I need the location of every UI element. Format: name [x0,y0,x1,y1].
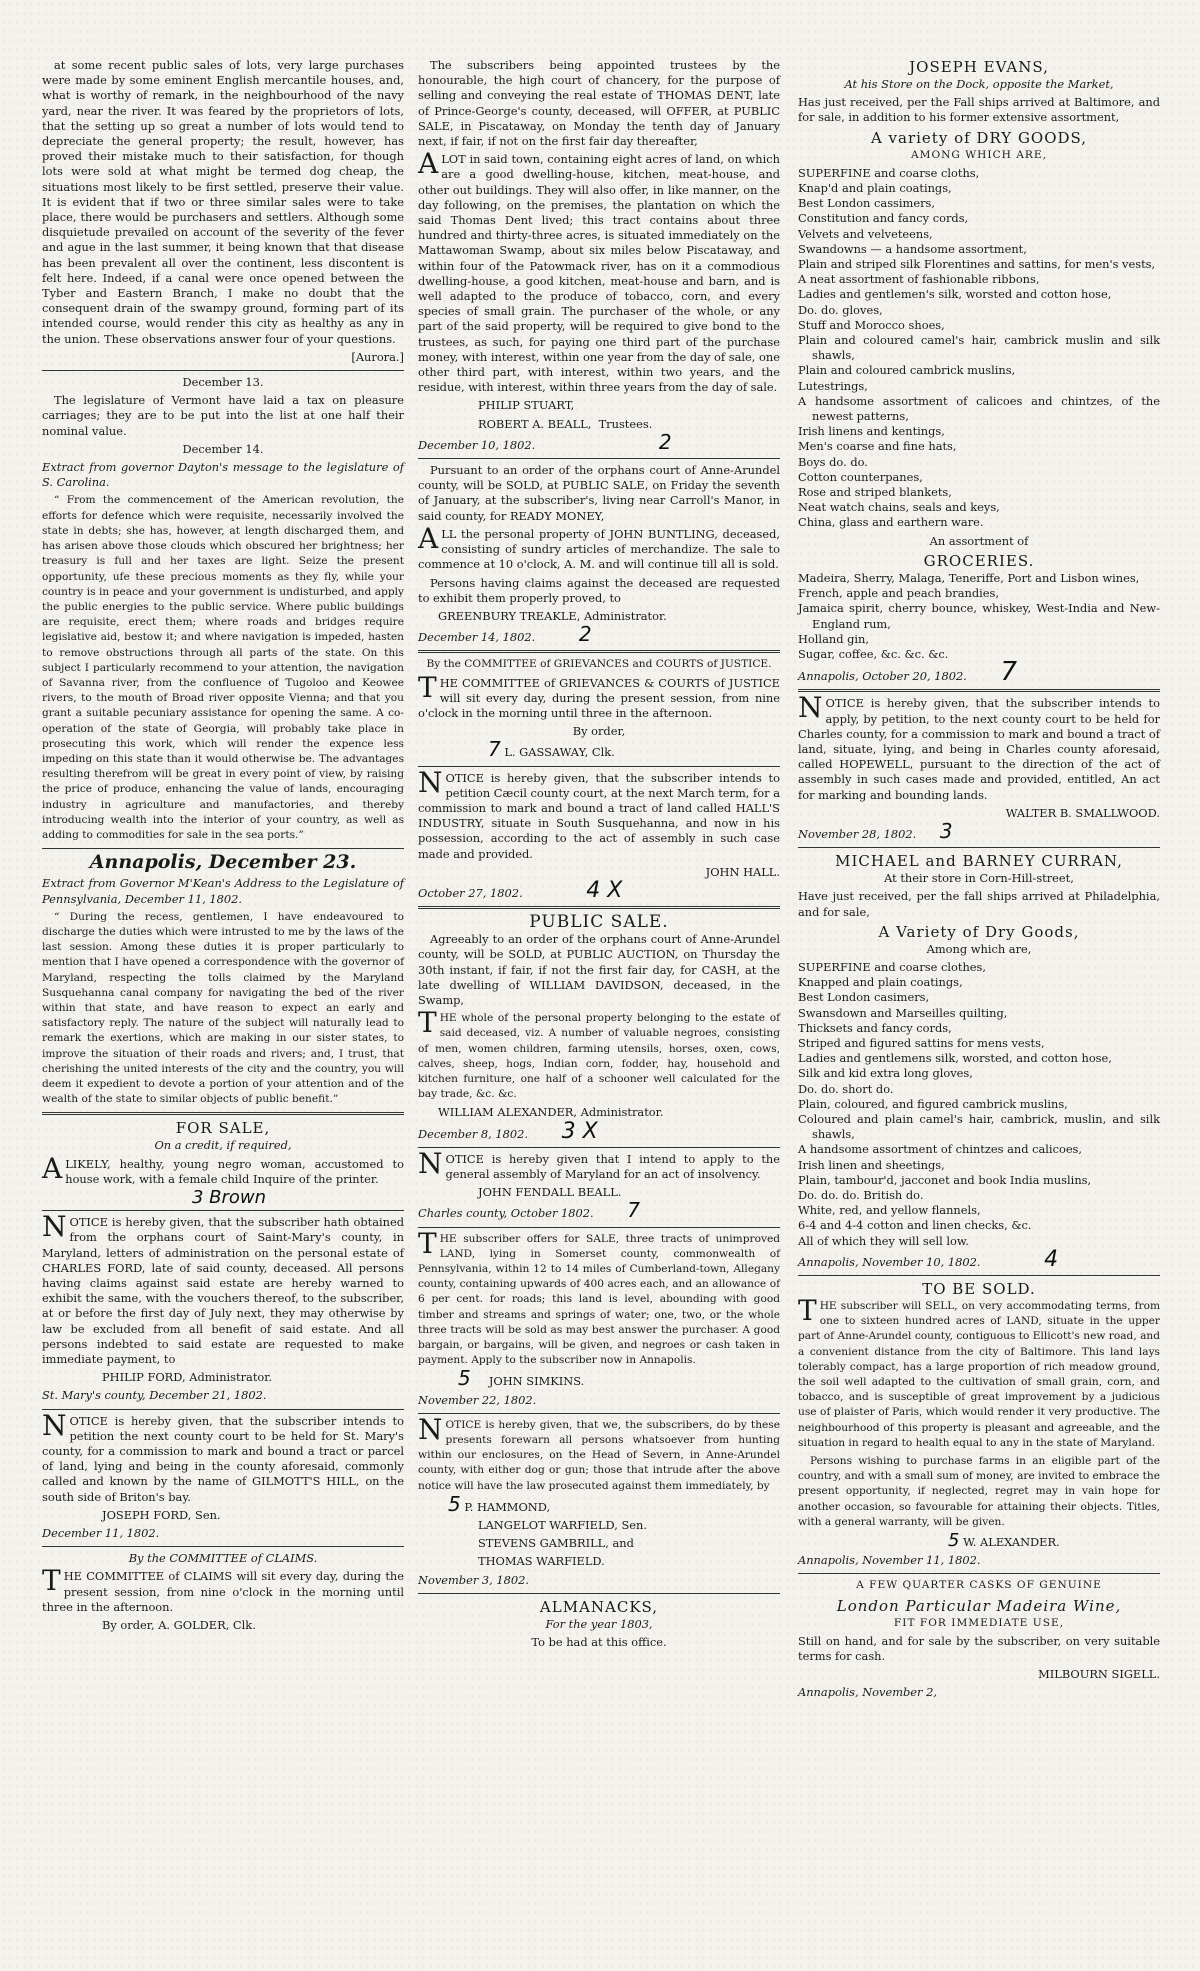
divider [42,1546,404,1547]
curran-intro: Have just received, per the fall ships arrived at Philadelphia, and for sale, [798,889,1160,919]
curran-goods-item: SUPERFINE and coarse clothes, [798,959,986,974]
handwritten-mark: 3 [939,818,953,843]
evans-goods-item: Plain and coloured camel's hair, cambrick muslin and silk shawls, [798,333,1160,363]
davidson-signature: WILLIAM ALEXANDER, Administrator. [438,1105,664,1120]
evans-goods-item: A handsome assortment of calicoes and chintzes, of the newest patterns, [798,393,1160,424]
divider [42,848,404,849]
handwritten-mark: 5 [948,1530,960,1552]
public-sale-heading: PUBLIC SALE. [529,912,669,933]
evans-goods-item: Do. do. gloves, [798,302,883,317]
handwritten-mark: 4 X [586,877,623,903]
curran-goods-item: White, red, and yellow flannels, [798,1203,981,1218]
evans-goods-item: Stuff and Morocco shoes, [798,317,945,332]
evans-date-line [798,657,1160,688]
curran-goods-item: Swansdown and Marseilles quilting, [798,1005,1008,1020]
evans-goods-item: Knap'd and plain coatings, [798,181,952,196]
divider [798,689,1160,692]
evans-goods-item: Velvets and velveteens, [798,226,933,241]
handwritten-mark: 7 [1000,657,1017,688]
to-be-sold-signature-line [798,1530,1160,1552]
buntling-claims: Persons having claims against the deceased are requested to exhibit them properly proved, to [418,575,780,605]
curran-goods-item: A handsome assortment of chintzes and calicoes, [798,1142,1083,1157]
warfield-date: November 3, 1802. [418,1572,529,1587]
gilmott-notice-body: NOTICE is hereby given, that the subscriber intends to petition the next county court to be held for St. Mary's county, for a commission to mark and bound a tract or parcel of land, lying and being in the county aforesaid, commonly called and known by the name of GILMOTT'S HILL, on the south side of Briton's bay. [42,1408,404,1504]
buntling-signature: GREENBURY TREAKLE, Administrator. [438,608,667,623]
trustees-label: Trustees. [598,416,653,431]
curran-goods-item: Thicksets and fancy cords, [798,1020,952,1035]
evans-goods-item: Plain and striped silk Florentines and sattins, for men's vests, [798,257,1156,272]
buntling-sale-body: ALL the personal property of JOHN BUNTLING, deceased, consisting of sundry articles of merchandize. The sale to commence at 10 o'clock, A. M. and will continue till all is sold. [418,521,780,572]
for-sale-subheading: On a credit, if required, [154,1138,292,1153]
davidson-sale-intro: Agreeably to an order of the orphans court of Anne-Arundel county, will be SOLD, at PUBLIC AUCTION, on Thursday the 30th instant, if fair, if not the first fair day, for CASH, at the late dwelling of WILLIAM DAVIDSON, deceased, in the Swamp, [418,932,780,1007]
madeira-fit: FIT FOR IMMEDIATE USE, [893,1616,1065,1629]
curran-among-label: Among which are, [926,941,1032,956]
divider [418,458,780,459]
to-be-sold-body-2: Persons wishing to purchase farms in an eligible part of the country, and with a small sum of money, are invited to embrace the present opportunity, if neglected, regret may in vain hope for another occasion, so favourable for attaining their objects. Titles, with a general warranty, will be given. [798,1455,1160,1528]
dateline-dec-13: December 13. [182,375,264,390]
warfield-signature: P. HAMMOND, [464,1499,551,1514]
curran-goods-item: Silk and kid extra long gloves, [798,1066,973,1081]
curran-goods-item: Do. do. do. British do. [798,1188,924,1202]
evans-goods-item: Constitution and fancy cords, [798,211,969,226]
evans-groceries-heading: GROCERIES. [923,551,1035,570]
grievances-heading: By the COMMITTEE of GRIEVANCES and COURTS of JUSTICE. [426,658,772,671]
divider [798,847,1160,848]
curran-goods-item: All of which they will sell low. [798,1233,969,1248]
to-be-sold-body: THE subscriber will SELL, on very accommodating terms, from one to sixteen hundred acres of LAND, situate in the upper part of Anne-Arundel county, contiguous to Ellicott's new road, and a convenient distance from the city of Baltimore. This land lays tolerably compact, has a large proportion of rich meadow ground, the soil well adapted to the cultivation of small grain, corn, and tobacco, and is susceptible of great improvement by a judicious use of plaister of Paris, which would render it very productive. The neighbourhood of this property is pleasant and agreeable, and the situation in regard to health equal to any in the state of Maryland. [798,1294,1160,1449]
claims-heading: By the COMMITTEE of CLAIMS. [128,1551,318,1566]
divider [418,766,780,767]
divider [798,1573,1160,1574]
evans-goods-item: Ladies and gentlemen's silk, worsted and cotton hose, [798,287,1112,302]
curran-goods-item: Plain, tambour'd, jacconet and book India muslins, [798,1172,1092,1187]
beall-date: Charles county, October 1802. [418,1206,594,1221]
evans-goods-item: Best London cassimers, [798,196,935,211]
curran-goods-item: 6-4 and 4-4 cotton and linen checks, &c. [798,1218,1032,1233]
to-be-sold-date: Annapolis, November 11, 1802. [798,1553,981,1568]
trustee-name: ROBERT A. BEALL, [478,416,592,431]
divider [418,650,780,653]
column-2 [418,58,780,1653]
evans-groceries-item: Holland gin, [798,631,870,646]
evans-groceries-intro: An assortment of [929,533,1029,548]
smallwood-date: November 28, 1802. [798,826,917,841]
claims-signature: By order, A. GOLDER, Clk. [102,1618,256,1633]
almanacks-heading: ALMANACKS, [539,1597,659,1616]
curran-goods-item: Do. do. short do. [798,1081,894,1096]
evans-goods-item: Men's coarse and fine hats, [798,439,957,454]
dent-trustee-1 [418,398,780,413]
pa-address-body: “ During the recess, gentlemen, I have endeavoured to discharge the duties which were intrusted to me by the laws of the last session. Among these duties it is proper particularly to mention that I have opened a correspondence with the governor of Maryland, respecting the tolls claimed by the Maryland Susquehanna canal company for navigating the bed of the river within that state, and have reason to expect an early and satisfactory reply. The nature of the subject will naturally lead to remark the exertions, which are making in our sister states, to improve the situation of their roads and rivers; and, I trust, that cherishing the united interests of the city and the country, you will deem it expedient to devote a portion of your attention and of the wealth of the state to similar objects of public benefit.” [42,910,404,1106]
almanacks-year: For the year 1803, [545,1616,653,1631]
evans-goods-item: Irish linens and kentings, [798,424,945,439]
curran-variety-heading: A Variety of Dry Goods, [878,922,1080,941]
curran-date: Annapolis, November 10, 1802. [798,1254,981,1269]
buntling-date-line [418,622,780,647]
for-sale-body: ALIKELY, healthy, young negro woman, accustomed to house work, with a female child Inquire of the printer. [42,1151,404,1186]
ford-notice-body: NOTICE is hereby given, that the subscriber hath obtained from the orphans court of Saint-Mary's county, in Maryland, letters of administration on the personal estate of CHARLES FORD, late of said county, deceased. All persons having claims against said estate are hereby warned to exhibit the same, with the vouchers thereof, to the subscriber, at or before the first day of July next, they may otherwise by law be excluded from all benefit of said estate. And all persons indebted to said estate are requested to make immediate payment, to [42,1210,404,1367]
evans-goods-item: Plain and coloured cambrick muslins, [798,363,1016,378]
ford-notice-signature: PHILIP FORD, Administrator. [102,1370,273,1385]
evans-variety-heading: A variety of DRY GOODS, [870,128,1088,147]
vermont-article: The legislature of Vermont have laid a tax on pleasure carriages; they are to be put into the list at one half their nominal value. [42,393,404,438]
grievances-signature-line [418,737,780,762]
evans-intro: Has just received, per the Fall ships arrived at Baltimore, and for sale, in addition to his former extensive assortment, [798,95,1160,125]
sc-message-title: Extract from governor Dayton's message to the legislature of S. Carolina. [42,460,404,490]
evans-goods-item: Swandowns — a handsome assortment, [798,241,1027,256]
curran-goods-item: Best London casimers, [798,990,930,1005]
simkins-date: November 22, 1802. [418,1392,537,1407]
hall-notice-date: October 27, 1802. [418,885,523,900]
evans-goods-item: China, glass and earthern ware. [798,515,984,530]
evans-goods-item: Boys do. do. [798,454,868,469]
evans-goods-item: Rose and striped blankets, [798,485,952,500]
davidson-sale-body: THE whole of the personal property belonging to the estate of said deceased, viz. A number of valuable negroes, consisting of men, women children, farming utensils, horses, oxen, cows, calves, sheep, hogs, Indian corn, fodder, hay, household and kitchen furniture, one half of a schooner well calculated for the bay trade, &c. &c. [418,1006,780,1101]
hall-notice-signature: JOHN HALL. [705,864,780,879]
gilmott-notice-date: December 11, 1802. [42,1526,160,1541]
evans-goods-item: Cotton counterpanes, [798,469,923,484]
evans-goods-item: A neat assortment of fashionable ribbons, [798,272,1040,287]
column-3 [798,58,1160,1704]
handwritten-mark: 7 [488,737,501,762]
handwritten-mark: 7 [627,1198,641,1223]
curran-date-line [798,1246,1160,1272]
madeira-signature: MILBOURN SIGELL. [1038,1667,1160,1682]
evans-groceries-item: Sugar, coffee, &c. &c. &c. [798,646,949,661]
handwritten-mark: 3 X [561,1118,598,1144]
smallwood-date-line [798,818,1160,843]
warfield-signature: THOMAS WARFIELD. [478,1554,605,1569]
madeira-heading: London Particular Madeira Wine, [836,1596,1122,1615]
simkins-sale-body: THE subscriber offers for SALE, three tracts of unimproved LAND, lying in Somerset county, commonwealth of Pennsylvania, within 12 to 14 miles of Cumberland-town, Allegany county, containing upwards of 400 acres each, and an allowance of 6 per cent. for roads; this land is level, abounding with good timber and streams and springs of water; one, two, or the whole three tracts will be sold as may best answer the purchaser. A good bargain, or bargains, will be given, and negroes or cash taken in payment. Apply to the subscriber now in Annapolis. [418,1226,780,1367]
evans-groceries-item: French, apple and peach brandies, [798,586,999,601]
curran-goods-item: Coloured and plain camel's hair, cambrick, muslin, and silk shawls, [798,1111,1160,1142]
gilmott-notice-signature: JOSEPH FORD, Sen. [102,1507,221,1522]
divider [42,1210,404,1211]
handwritten-mark: 4 [1044,1246,1059,1272]
dent-sale-date-line [418,429,780,454]
evans-date: Annapolis, October 20, 1802. [798,669,967,684]
handwritten-mark: 5 [448,1491,461,1516]
grievances-signature: L. GASSAWAY, Clk. [504,745,615,760]
evans-goods-item: Lutestrings, [798,378,868,393]
annapolis-dateline: Annapolis, December 23. [89,851,357,874]
curran-goods-item: Irish linen and sheetings, [798,1157,945,1172]
divider [42,370,404,371]
aurora-article: at some recent public sales of lots, very large purchases were made by some eminent English mercantile houses, and, what is worthy of remark, in the neighbourhood of the navy yard, near the river. It was feared by the proprietors of lots, that the setting up so great a number of lots would tend to depreciate the general property; the result, however, has proved their mistake much to their satisfaction, for though lots were sold at what might be termed dog cheap, the situations most likely to be first settled, preserve their value. It is evident that if two or three similar sales were to take place, there would be purchasers and settlers. Although some disquietude prevailed on account of the severity of the fever and ague in the last summer, it being known that that disease has been prevalent all over the continent, less discontent is felt here. Indeed, if a canal were once opened between the Tyber and Eastern Branch, I make no doubt that the consequent drain of the swampy ground, forming part of its intended course, would render this city as healthy as any in the union. These observations answer four of your questions. [42,58,404,346]
evans-groceries-item: Madeira, Sherry, Malaga, Teneriffe, Port and Lisbon wines, [798,570,1140,585]
dateline-dec-14: December 14. [182,441,264,456]
evans-groceries-list [798,571,1160,662]
handwritten-mark: 2 [658,429,672,454]
curran-location: At their store in Corn-Hill-street, [884,871,1074,886]
divider [42,1409,404,1410]
evans-groceries-item: Jamaica spirit, cherry bounce, whiskey, West-India and New-England rum, [798,601,1160,631]
dent-sale-date: December 10, 1802. [418,437,536,452]
curran-goods-item: Plain, coloured, and figured cambrick muslins, [798,1096,1068,1111]
evans-among-label: AMONG WHICH ARE, [910,148,1048,161]
warfield-signature: LANGELOT WARFIELD, Sen. [478,1518,647,1533]
divider [418,1593,780,1594]
divider [418,1147,780,1148]
dent-sale-intro: The subscribers being appointed trustees by the honourable, the high court of chancery, for the purpose of selling and conveying the real estate of THOMAS DENT, late of Prince-George's county, deceased, will OFFER, at PUBLIC SALE, in Piscataway, on Monday the tenth day of January next, if fair, if not on the first fair day thereafter, [418,58,780,149]
for-sale-heading: FOR SALE, [175,1119,271,1138]
divider [418,906,780,909]
buntling-sale-intro: Pursuant to an order of the orphans court of Anne-Arundel county, will be SOLD, at PUBLIC SALE, on Friday the seventh of January, at the subscriber's, living near Carroll's Manor, in said county, for READY MONEY, [418,463,780,523]
madeira-date: Annapolis, November 2, [798,1685,937,1700]
smallwood-notice-body: NOTICE is hereby given, that the subscriber intends to apply, by petition, to the next county court to be held for Charles county, for a commission to mark and bound a tract of land, situate, lying, and being in Charles county aforesaid, called HOPEWELL, pursuant to the direction of the act of assembly in such cases made and provided, entitled, An act for marking and bounding lands. [798,691,1160,802]
beall-signature: JOHN FENDALL BEALL. [478,1185,622,1200]
simkins-signature: JOHN SIMKINS. [488,1374,585,1389]
ford-notice-date: St. Mary's county, December 21, 1802. [42,1388,267,1403]
dent-sale-body: ALOT in said town, containing eight acres of land, on which are a good dwelling-house, kitchen, meat-house, and other out buildings. They will also offer, in like manner, on the day following, on the premises, the plantation on which the said Thomas Dent lived; this tract contains about three hundred and thirty-three acres, is situated immediately on the Mattawoman Swamp, about six miles below Piscataway, and within four of the Patowmack river, has on it a commodious dwelling-house, a good kitchen, meat-house and barn, and is well adapted to the produce of tobacco, corn, and every species of small grain. The purchaser of the whole, or any part of the said property, will be required to give bond to the trustees, as such, for paying one third part of the purchase money, with interest, within one year from the day of sale, one other third part, with interest, within two years, and the residue, with interest, within three years from the day of sale. [418,147,780,395]
grievances-order: By order, [572,724,626,739]
warfield-signature: STEVENS GAMBRILL, and [478,1536,634,1551]
curran-goods-item: Knapped and plain coatings, [798,975,963,990]
almanacks-availability: To be had at this office. [531,1635,667,1650]
curran-goods-item: Ladies and gentlemens silk, worsted, and cotton hose, [798,1051,1112,1066]
warfield-signature-line [418,1491,780,1516]
beall-date-line [418,1198,780,1223]
evans-location: At his Store on the Dock, opposite the Market, [844,77,1114,91]
beall-notice-body: NOTICE is hereby given that I intend to apply to the general assembly of Maryland for an act of insolvency. [418,1146,780,1181]
evans-goods-item: SUPERFINE and coarse cloths, [798,165,980,180]
smallwood-signature: WALTER B. SMALLWOOD. [1005,805,1160,820]
claims-body: THE COMMITTEE of CLAIMS will sit every day, during the present session, from nine o'clock in the morning until three in the afternoon. [42,1564,404,1614]
hall-date-line [418,877,780,903]
column-1 [42,58,404,1636]
divider [418,1413,780,1414]
aurora-source: [Aurora.] [351,349,404,364]
curran-goods-item: Striped and figured sattins for mens vests, [798,1035,1045,1050]
evans-name: JOSEPH EVANS, [909,58,1049,76]
evans-goods-item: Neat watch chains, seals and keys, [798,500,1000,515]
grievances-body: THE COMMITTEE of GRIEVANCES & COURTS of JUSTICE will sit every day, during the present session, from nine o'clock in the morning until three in the afternoon. [418,670,780,720]
to-be-sold-signature: W. ALEXANDER. [963,1535,1060,1550]
davidson-date: December 8, 1802. [418,1126,528,1141]
warfield-notice-body: NOTICE is hereby given, that we, the subscribers, do by these presents forewarn all persons whatsoever from hunting within our enclosures, on the Head of Severn, in Anne-Arundel county, with either dog or gun; those that intrude after the above notice will have the law prosecuted against them immediately, by [418,1412,780,1492]
buntling-date: December 14, 1802. [418,630,536,645]
pa-address-title: Extract from Governor M'Kean's Address to the Legislature of Pennsylvania, December 11, 1802. [42,876,404,906]
curran-goods-list [798,960,1160,1249]
divider [798,1275,1160,1276]
divider [418,1227,780,1228]
madeira-body: Still on hand, and for sale by the subscriber, on very suitable terms for cash. [798,1633,1160,1664]
to-be-sold-heading: TO BE SOLD. [922,1280,1036,1299]
handwritten-mark: 3 Brown [192,1187,267,1209]
divider [42,1112,404,1115]
hall-notice-body: NOTICE is hereby given, that the subscriber intends to petition Cæcil county court, at the next March term, for a commission to mark and bound a tract of land called HALL'S INDUSTRY, situate in South Susquehanna, and now in his possession, according to the act of assembly in such case made and provided. [418,765,780,861]
madeira-intro: A FEW QUARTER CASKS OF GENUINE [856,1579,1102,1592]
sc-message-body: “ From the commencement of the American revolution, the efforts for defence which were requisite, necessarily involved the state in debts; she has, however, at length discharged them, and has arisen above those clouds which obscured her brightness; her treasury is full and her taxes are light. Seize the present opportunity, ufe these precious moments as they fly, while your country is in peace and your government is undisturbed, and apply the public energies to the public service. Where public buildings are requisite, erect them; where roads and bridges require legislative aid, bestow it; and where navigation is impeded, hasten to remove obstructions through all parts of the state. On this subject I particularly recommend to your attention, the navigation of Savanna river, from the confluence of Tugoloo and Keowee rivers, to the mouth of Broad river opposite Vienna; and that you grant a suitable pecuniary assistance for opening the same. A co-operation of the state of Georgia, will probably take place in prosecuting this work, which will render the expence less impeding on this state than it would otherwise be. The advantages resulting therefrom will be great in every point of view, by raising the price of produce, enhancing the value of lands, encouraging industry in agriculture and manufactories, and thereby introducing wealth into the interior of your country, as well as adding to commodities for sale in the sea ports.” [42,494,404,841]
trustee-name: PHILIP STUART, [478,398,575,413]
handwritten-mark: 2 [578,622,592,647]
curran-name: MICHAEL and BARNEY CURRAN, [835,852,1123,871]
davidson-date-line [418,1118,780,1144]
evans-goods-list [798,166,1160,531]
simkins-signature-line [418,1366,780,1391]
handwritten-mark: 5 [458,1366,471,1391]
